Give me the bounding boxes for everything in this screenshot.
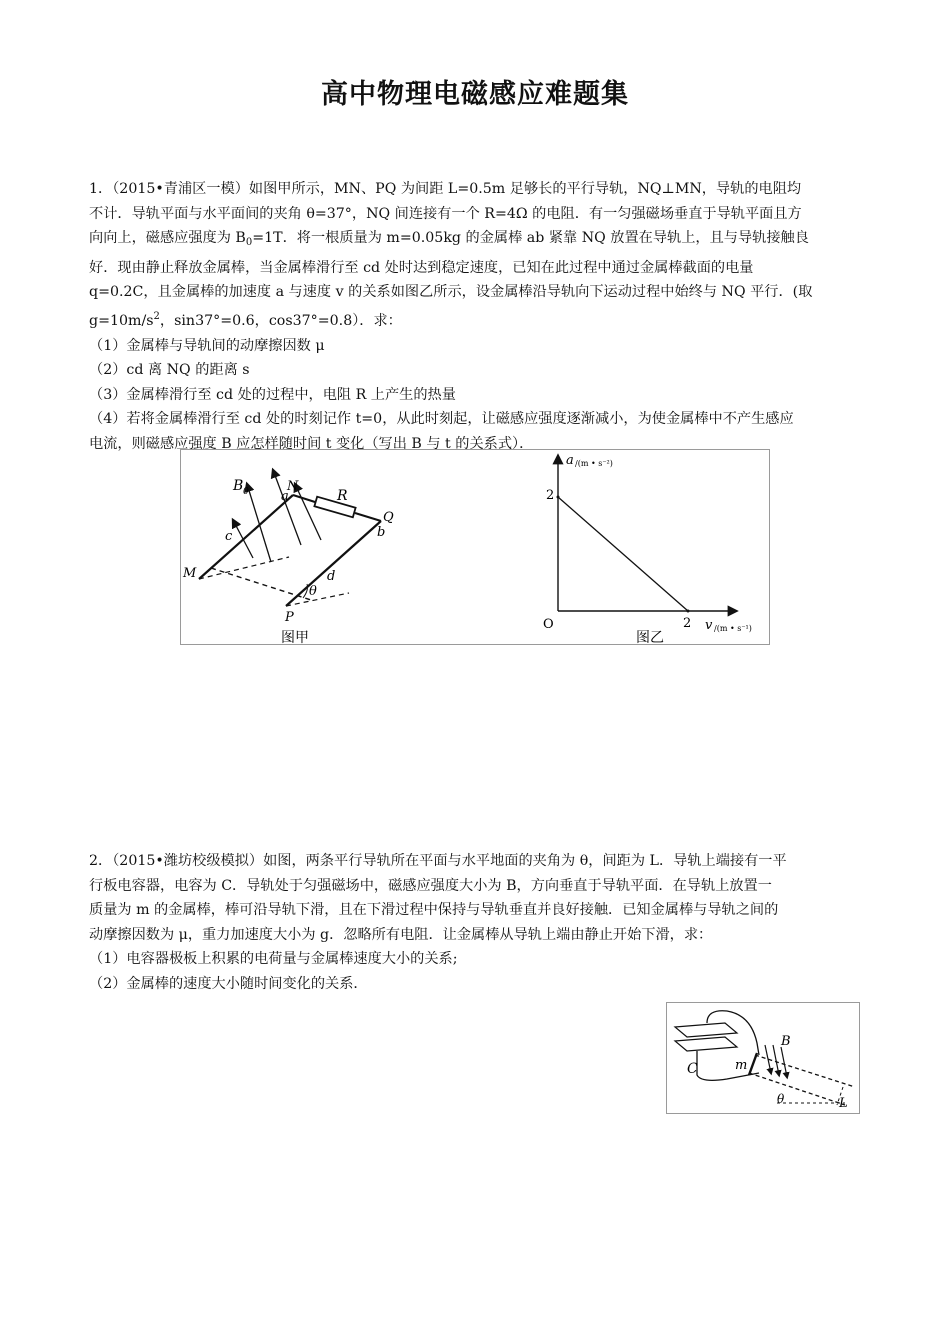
label-L: L	[839, 1096, 848, 1111]
q1-line: 不计．导轨平面与水平面间的夹角 θ=37°，NQ 间连接有一个 R=4Ω 的电阻．有一匀强磁场垂直于导轨平面且方	[89, 205, 802, 222]
caption-yi: 图乙	[636, 630, 664, 644]
series-point	[687, 610, 690, 613]
graph-x-label: v	[705, 618, 713, 633]
graph-y-label: a	[566, 453, 574, 468]
q1-line: 1．（2015•青浦区一模）如图甲所示，MN、PQ 为间距 L=0.5m 足够长的平行导轨，NQ⊥MN，导轨的电阻均	[89, 181, 802, 197]
q2-item-1: （1）电容器极板上积累的电荷量与金属棒速度大小的关系;	[89, 951, 458, 968]
label-m: m	[735, 1058, 748, 1073]
label-R: R	[337, 488, 348, 504]
caption-jia: 图甲	[281, 630, 309, 644]
graph-y-unit: /(m • s⁻²)	[575, 459, 613, 468]
question-1	[89, 177, 864, 457]
q2-item-2: （2）金属棒的速度大小随时间变化的关系．	[89, 975, 368, 992]
graph-origin: O	[543, 617, 554, 632]
label-P: P	[285, 610, 294, 625]
graph-x-tick: 2	[683, 616, 692, 631]
graph-axes	[558, 456, 736, 611]
q1-item-4-cont: 电流，则磁感应强度 B 应怎样随时间 t 变化（写出 B 与 t 的关系式）．	[89, 435, 534, 452]
q2-line: 质量为 m 的金属棒，棒可沿导轨下滑，且在下滑过程中保持与导轨垂直并良好接触．已知金属棒与导轨之间的	[89, 902, 779, 919]
label-b: b	[377, 525, 386, 540]
page-title: 高中物理电磁感应难题集	[321, 79, 629, 110]
label-C: C	[687, 1061, 698, 1077]
capacitor-rails	[675, 1011, 855, 1105]
figure-q2	[666, 1002, 860, 1114]
q1-line: $g=10m/s^2$，sin37°=0.6，cos37°=0.8）．求：	[89, 310, 402, 329]
q1-item-2: （2）cd 离 NQ 的距离 s	[89, 362, 250, 379]
figure-q1	[180, 449, 770, 645]
graph-y-tick: 2	[546, 488, 555, 503]
subscript: 0	[245, 237, 253, 249]
q2-line: 动摩擦因数为 μ，重力加速度大小为 g．忽略所有电阻．让金属棒从导轨上端由静止开始下滑，求：	[89, 926, 713, 943]
q2-line: 行板电容器，电容为 C．导轨处于匀强磁场中，磁感应强度大小为 B，方向垂直于导轨平面．在导轨上放置一	[89, 877, 772, 894]
label-B0: B	[233, 478, 244, 494]
q1-item-3: （3）金属棒滑行至 cd 处的过程中，电阻 R 上产生的热量	[89, 386, 456, 403]
series-point	[557, 496, 560, 499]
q1-line: 向向上，磁感应强度为 $B_0=1T$．将一根质量为 m=0.05kg 的金属棒 ab 紧靠 NQ 放置在导轨上，且与导轨接触良	[89, 230, 809, 249]
label-M: M	[183, 566, 197, 581]
q2-line: 2．（2015•潍坊校级模拟）如图，两条平行导轨所在平面与水平地面的夹角为 θ，间距为 L．导轨上端接有一平	[89, 853, 787, 869]
label-Q: Q	[383, 510, 394, 525]
graph-x-unit: /(m • s⁻¹)	[714, 624, 752, 633]
series-line	[558, 497, 688, 611]
label-B: B	[781, 1034, 791, 1049]
label-d: d	[327, 569, 336, 584]
q1-item-1: （1）金属棒与导轨间的动摩擦因数 μ	[89, 337, 325, 354]
label-a: a	[281, 489, 289, 504]
graph-series	[557, 496, 690, 613]
q1-line: 好．现由静止释放金属棒，当金属棒滑行至 cd 处时达到稳定速度，已知在此过程中通过金属棒截面的电量	[89, 259, 754, 276]
label-N: N	[287, 479, 299, 494]
superscript: 2	[153, 310, 160, 322]
label-theta: θ	[777, 1092, 785, 1106]
label-B0-sub: 0	[243, 487, 249, 497]
label-c: c	[225, 529, 233, 544]
q1-line: q=0.2C，且金属棒的加速度 a 与速度 v 的关系如图乙所示，设金属棒沿导轨向下运动过程中始终与 NQ 平行．(取	[89, 284, 813, 301]
question-2	[89, 849, 864, 997]
label-theta: θ	[309, 584, 317, 599]
q1-item-4: （4）若将金属棒滑行至 cd 处的时刻记作 t=0，从此时刻起，让磁感应强度逐渐减小，为使金属棒中不产生感应	[89, 411, 794, 428]
figure-q2-svg	[667, 1003, 859, 1113]
figure-q1-svg	[181, 450, 769, 644]
